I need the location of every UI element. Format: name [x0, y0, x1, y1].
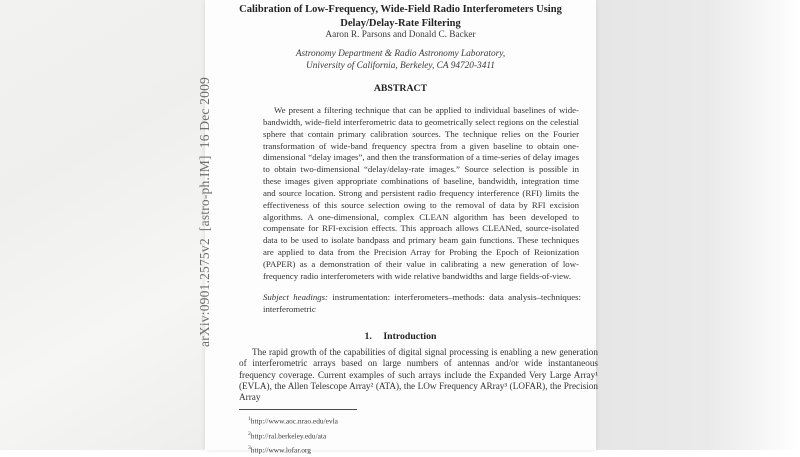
left-margin-background [0, 0, 205, 450]
subject-headings [263, 292, 581, 316]
footnote-3-url: http://www.lofar.org [250, 445, 311, 455]
footnotes [248, 413, 548, 457]
footnote-1 [248, 413, 548, 428]
right-margin-background [596, 0, 800, 450]
paper-page [205, 0, 598, 455]
paper-title [205, 3, 596, 30]
section-number: 1. [364, 331, 372, 342]
affiliation-line1: Astronomy Department & Radio Astronomy Laboratory, [295, 49, 506, 59]
footnote-3-marker: 3 [248, 445, 251, 452]
paper-title-line2: Delay/Delay-Rate Filtering [340, 17, 461, 29]
affiliation-line2: University of California, Berkeley, CA 94720-3411 [306, 60, 495, 71]
footnote-2-marker: 2 [248, 430, 251, 437]
footnote-2-url: http://ral.berkeley.edu/ata [250, 431, 327, 441]
section-heading [205, 331, 596, 342]
footnote-1-url: http://www.aoc.nrao.edu/evla [250, 416, 338, 426]
authors: Aaron R. Parsons and Donald C. Backer [325, 30, 476, 40]
subject-headings-text: instrumentation: interferometers–methods: data analysis–techniques: interferometric [263, 292, 581, 314]
paper-title-line1: Calibration of Low-Frequency, Wide-Field Radio Interferometers Using [239, 4, 562, 15]
footnote-2 [248, 428, 548, 443]
arxiv-identifier-stamp: arXiv:0901.2575v2 [astro-ph.IM] 16 Dec 2009 [197, 77, 212, 347]
footnote-rule [239, 409, 357, 410]
introduction-paragraph: The rapid growth of the capabilities of digital signal processing is enabling a new generation of interferometric arrays based on large numbers of antennas and/or wide instantaneous frequency coverage. Current examples of such arrays include the Expanded Very Large Array¹ (EVLA), the Allen Telescope Array² (ATA), the LOw Frequency ARray³ (LOFAR), the Precision Array [239, 347, 598, 403]
footnote-1-marker: 1 [248, 416, 251, 422]
subject-headings-label: Subject headings: [263, 292, 328, 302]
abstract-heading: ABSTRACT [373, 83, 428, 94]
abstract-text: We present a filtering technique that can be applied to individual baselines of wide-bandwidth, wide-field interferometric data to geometrically select regions on the celestial sphere that contain primary calibration sources. The technique relies on the Fourier transformation of wide-band frequency spectra from a given baseline to obtain one-dimensional “delay images”, and then the transformation of a time-series of delay images to obtain two-dimensional “delay/delay-rate images.” Source selection is possible in these images given appropriate combinations of baseline, bandwidth, integration time and source location. Strong and persistent radio frequency interference (RFI) limits the effectiveness of this source selection owing to the removal of data by RFI excision algorithms. A one-dimensional, complex CLEAN algorithm has been developed to compensate for RFI-excision effects. This approach allows CLEANed, source-isolated data to be used to isolate bandpass and primary beam gain functions. These techniques are applied to data from the Precision Array for Probing the Epoch of Reionization (PAPER) as a demonstration of their value in calibrating a new generation of low-frequency radio interferometers with wide relative bandwidths and large fields-of-view. [263, 105, 579, 281]
affiliation [205, 49, 596, 72]
section-title: Introduction [383, 331, 437, 342]
